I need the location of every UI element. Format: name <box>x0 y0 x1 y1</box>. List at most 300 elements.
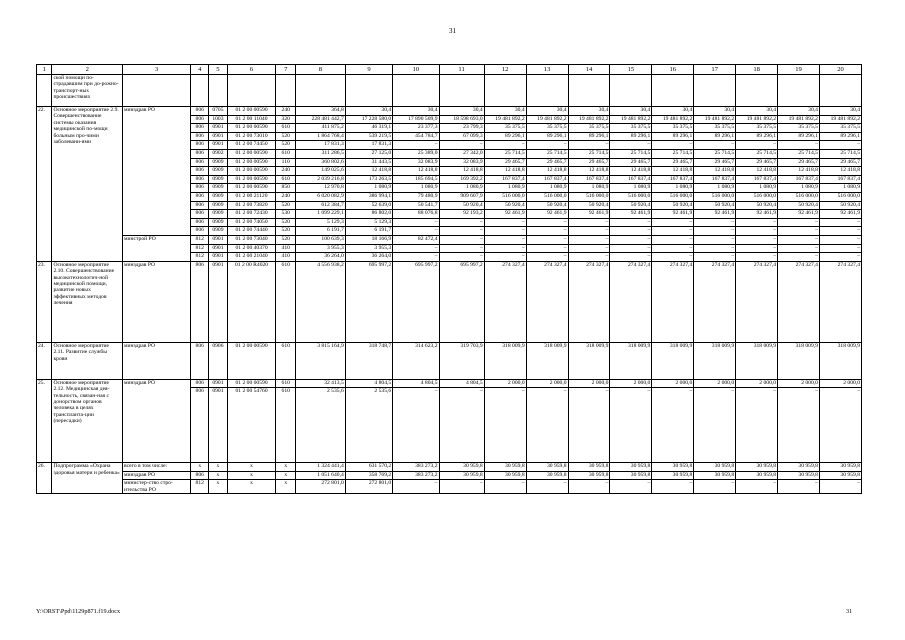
amount-cell: – <box>778 244 820 253</box>
empty-cell <box>209 75 228 107</box>
code-rzpr-cell: 0901 <box>209 253 228 262</box>
amount-cell: 30 959,8 <box>778 471 820 480</box>
amount-cell: 30 959,8 <box>736 463 778 472</box>
amount-cell: 17 831,3 <box>296 141 346 150</box>
col-header-18: 18 <box>736 65 778 75</box>
code-csr-cell: 01 2 00 00590 <box>227 107 276 116</box>
amount-cell: – <box>694 388 736 463</box>
amount-cell: – <box>484 235 526 244</box>
amount-cell: 50 920,4 <box>819 201 861 210</box>
amount-cell: 50 920,4 <box>652 201 694 210</box>
amount-cell: 31 443,5 <box>345 158 392 167</box>
amount-cell: 89 296,1 <box>778 132 820 141</box>
code-csr-cell: 01 2 00 74050 <box>227 218 276 227</box>
amount-cell: 167 837,4 <box>484 175 526 184</box>
amount-cell: 12 418,8 <box>652 167 694 176</box>
page-number-top: 31 <box>449 27 456 35</box>
table-header <box>37 65 862 75</box>
amount-cell: 29 465,7 <box>819 158 861 167</box>
amount-cell: 1 080,9 <box>439 184 484 193</box>
amount-cell: – <box>652 480 694 494</box>
col-header-12: 12 <box>484 65 526 75</box>
amount-cell: – <box>568 218 610 227</box>
amount-cell: 30,4 <box>694 107 736 116</box>
amount-cell: 50 541,7 <box>393 201 439 210</box>
amount-cell: 19 481 892,2 <box>819 115 861 124</box>
amount-cell: – <box>694 227 736 236</box>
amount-cell: 30 959,8 <box>526 463 568 472</box>
amount-cell: 30 959,8 <box>610 471 652 480</box>
amount-cell: – <box>819 235 861 244</box>
code-rzpr-cell: 0909 <box>209 201 228 210</box>
amount-cell: 12 970,8 <box>296 184 346 193</box>
amount-cell: – <box>610 244 652 253</box>
amount-cell: 19 481 892,2 <box>484 115 526 124</box>
amount-cell: 2 000,0 <box>526 379 568 388</box>
amount-cell: – <box>736 235 778 244</box>
amount-cell: 30 959,8 <box>652 463 694 472</box>
amount-cell: 2 000,0 <box>568 379 610 388</box>
program-name-cell: Основное мероприятие 2.10. Совершенствование высокотехнологич-ной медицинской помощи, развитие новых эффективных методов лечения <box>52 261 123 342</box>
code-rzpr-cell: 0909 <box>209 184 228 193</box>
amount-cell: 612 384,7 <box>296 201 346 210</box>
amount-cell: 4 804,5 <box>345 379 392 388</box>
code-grbs-cell: 812 <box>191 244 209 253</box>
amount-cell: – <box>736 480 778 494</box>
amount-cell: 12 418,8 <box>439 167 484 176</box>
code-grbs-cell: 806 <box>191 201 209 210</box>
amount-cell: 89 296,1 <box>568 132 610 141</box>
amount-cell: – <box>568 235 610 244</box>
code-csr-cell: x <box>227 471 276 480</box>
amount-cell: 30 959,8 <box>736 471 778 480</box>
amount-cell: 5 129,3 <box>345 218 392 227</box>
amount-cell: – <box>610 480 652 494</box>
code-csr-cell: 01 2 00 40370 <box>227 244 276 253</box>
amount-cell: 29 465,7 <box>484 158 526 167</box>
code-grbs-cell: 806 <box>191 218 209 227</box>
amount-cell: – <box>568 480 610 494</box>
amount-cell: 1 080,9 <box>694 184 736 193</box>
amount-cell: – <box>439 388 484 463</box>
code-csr-cell: 01 2 00 00590 <box>227 167 276 176</box>
amount-cell: – <box>736 244 778 253</box>
code-grbs-cell: 806 <box>191 141 209 150</box>
amount-cell: 50 920,4 <box>568 201 610 210</box>
code-grbs-cell: 806 <box>191 261 209 342</box>
amount-cell: – <box>526 235 568 244</box>
code-csr-cell: 01 2 00 72430 <box>227 210 276 219</box>
empty-cell <box>778 75 820 107</box>
executor-cell: минздрав РО <box>123 107 191 236</box>
amount-cell: 19 481 892,2 <box>652 115 694 124</box>
col-header-17: 17 <box>694 65 736 75</box>
amount-cell: – <box>393 253 439 262</box>
code-grbs-cell: 812 <box>191 480 209 494</box>
amount-cell: 18 166,9 <box>345 235 392 244</box>
amount-cell: 35 375,5 <box>819 124 861 133</box>
amount-cell: 167 837,4 <box>652 175 694 184</box>
amount-cell: 274 327,4 <box>694 261 736 342</box>
code-vr-cell: 240 <box>276 192 296 201</box>
amount-cell: 89 296,1 <box>694 132 736 141</box>
code-grbs-cell: 806 <box>191 210 209 219</box>
code-csr-cell: 01 2 00 54760 <box>227 388 276 463</box>
code-csr-cell: 01 2 00 73820 <box>227 201 276 210</box>
amount-cell: 30 959,8 <box>484 471 526 480</box>
amount-cell: 2 000,0 <box>736 379 778 388</box>
code-csr-cell: 01 2 00 R4020 <box>227 261 276 342</box>
amount-cell: – <box>568 388 610 463</box>
budget-table-wrapper <box>36 64 862 494</box>
amount-cell: 185 694,5 <box>393 175 439 184</box>
empty-cell <box>123 75 191 107</box>
amount-cell: 167 837,4 <box>526 175 568 184</box>
code-rzpr-cell: 0906 <box>209 342 228 379</box>
amount-cell: – <box>652 218 694 227</box>
amount-cell: – <box>819 480 861 494</box>
amount-cell: 35 375,5 <box>694 124 736 133</box>
code-rzpr-cell: 0909 <box>209 158 228 167</box>
amount-cell: 36 264,0 <box>296 253 346 262</box>
amount-cell: 50 920,4 <box>610 201 652 210</box>
amount-cell: 1 324 441,4 <box>296 463 346 472</box>
amount-cell: 383 273,2 <box>393 463 439 472</box>
col-header-13: 13 <box>526 65 568 75</box>
amount-cell: – <box>652 253 694 262</box>
amount-cell: 23 377,3 <box>393 124 439 133</box>
code-rzpr-cell: 0901 <box>209 261 228 342</box>
amount-cell: 274 327,4 <box>610 261 652 342</box>
col-header-3: 3 <box>123 65 191 75</box>
amount-cell: – <box>526 244 568 253</box>
amount-cell: 25 714,5 <box>819 149 861 158</box>
amount-cell: – <box>778 388 820 463</box>
amount-cell: 516 000,0 <box>568 192 610 201</box>
amount-cell: – <box>484 388 526 463</box>
code-rzpr-cell: 0909 <box>209 175 228 184</box>
amount-cell: 383 273,2 <box>393 471 439 480</box>
amount-cell: 1 080,9 <box>736 184 778 193</box>
code-rzpr-cell: x <box>209 480 228 494</box>
code-grbs-cell: 806 <box>191 107 209 116</box>
code-grbs-cell: 812 <box>191 253 209 262</box>
amount-cell: 274 327,4 <box>484 261 526 342</box>
amount-cell: – <box>393 141 439 150</box>
amount-cell: – <box>526 141 568 150</box>
amount-cell: 4 556 938,2 <box>296 261 346 342</box>
amount-cell: 30,4 <box>439 107 484 116</box>
program-name-cell: Подпрограмма «Охрана здоровья матери и ребенка» <box>52 463 123 494</box>
code-rzpr-cell: 0909 <box>209 227 228 236</box>
amount-cell: 6 191,7 <box>296 227 346 236</box>
amount-cell: 19 481 892,2 <box>778 115 820 124</box>
amount-cell: 30 959,8 <box>568 463 610 472</box>
col-header-14: 14 <box>568 65 610 75</box>
amount-cell: – <box>610 141 652 150</box>
amount-cell: 274 327,4 <box>568 261 610 342</box>
amount-cell: 50 920,4 <box>526 201 568 210</box>
code-rzpr-cell: 0705 <box>209 107 228 116</box>
executor-cell: минздрав РО <box>123 261 191 342</box>
amount-cell: – <box>778 227 820 236</box>
amount-cell: 516 000,0 <box>819 192 861 201</box>
amount-cell: 82 472,4 <box>393 235 439 244</box>
amount-cell: – <box>439 253 484 262</box>
code-vr-cell: 610 <box>276 388 296 463</box>
amount-cell: 35 375,5 <box>736 124 778 133</box>
code-vr-cell: 610 <box>276 379 296 388</box>
amount-cell: 2 000,0 <box>652 379 694 388</box>
amount-cell: – <box>484 253 526 262</box>
amount-cell: – <box>439 141 484 150</box>
amount-cell: 19 481 892,2 <box>694 115 736 124</box>
empty-cell <box>694 75 736 107</box>
code-csr-cell: 01 2 00 00590 <box>227 175 276 184</box>
amount-cell: 25 389,0 <box>393 149 439 158</box>
executor-cell: всего в том числе: <box>123 463 191 472</box>
amount-cell: 88 076,8 <box>393 210 439 219</box>
code-csr-cell: 01 2 00 73040 <box>227 235 276 244</box>
amount-cell: 27 342,0 <box>439 149 484 158</box>
executor-cell: минздрав РО <box>123 471 191 480</box>
amount-cell: 92 193,2 <box>439 210 484 219</box>
amount-cell: 92 461,9 <box>610 210 652 219</box>
amount-cell: – <box>736 218 778 227</box>
code-vr-cell: x <box>276 463 296 472</box>
amount-cell: 46 319,1 <box>345 124 392 133</box>
table-row <box>37 480 862 494</box>
amount-cell: 274 327,4 <box>778 261 820 342</box>
code-csr-cell: 01 2 00 74440 <box>227 227 276 236</box>
amount-cell: 50 920,4 <box>694 201 736 210</box>
amount-cell: – <box>526 218 568 227</box>
executor-cell: минстрой РО <box>123 235 191 261</box>
amount-cell: 2 000,0 <box>778 379 820 388</box>
amount-cell: 30,4 <box>736 107 778 116</box>
amount-cell: 228 481 442,7 <box>296 115 346 124</box>
amount-cell: – <box>526 480 568 494</box>
amount-cell: 19 481 892,2 <box>526 115 568 124</box>
code-csr-cell: 01 2 00 00590 <box>227 158 276 167</box>
amount-cell: 92 461,9 <box>526 210 568 219</box>
amount-cell: 167 837,4 <box>610 175 652 184</box>
table-row <box>37 379 862 388</box>
amount-cell: 30,4 <box>819 107 861 116</box>
col-header-4: 4 <box>191 65 209 75</box>
amount-cell: 318 009,9 <box>819 342 861 379</box>
amount-cell: 1 080,9 <box>819 184 861 193</box>
amount-cell: – <box>694 253 736 262</box>
amount-cell: 30,4 <box>778 107 820 116</box>
amount-cell: 516 000,0 <box>610 192 652 201</box>
amount-cell: 86 802,0 <box>345 210 392 219</box>
amount-cell: 50 920,4 <box>736 201 778 210</box>
amount-cell: 1 080,9 <box>484 184 526 193</box>
amount-cell: 50 920,4 <box>439 201 484 210</box>
amount-cell: – <box>439 218 484 227</box>
code-rzpr-cell: 1003 <box>209 115 228 124</box>
table-row <box>37 471 862 480</box>
amount-cell: – <box>652 235 694 244</box>
amount-cell: 1 080,9 <box>778 184 820 193</box>
amount-cell: 516 000,0 <box>694 192 736 201</box>
empty-cell <box>227 75 276 107</box>
code-csr-cell: 01 2 00 00590 <box>227 379 276 388</box>
code-vr-cell: 530 <box>276 210 296 219</box>
amount-cell: – <box>610 227 652 236</box>
amount-cell: 32 083,9 <box>393 158 439 167</box>
amount-cell: 318 748,7 <box>345 342 392 379</box>
amount-cell: 2 000,0 <box>819 379 861 388</box>
amount-cell: 30 959,8 <box>694 463 736 472</box>
amount-cell: 516 000,0 <box>652 192 694 201</box>
code-vr-cell: 240 <box>276 167 296 176</box>
col-header-5: 5 <box>209 65 228 75</box>
amount-cell: – <box>484 218 526 227</box>
amount-cell: 12 418,8 <box>778 167 820 176</box>
amount-cell: 169 392,2 <box>439 175 484 184</box>
empty-cell <box>276 75 296 107</box>
amount-cell: 30 959,8 <box>568 471 610 480</box>
amount-cell: 89 296,1 <box>484 132 526 141</box>
code-vr-cell: 520 <box>276 132 296 141</box>
code-vr-cell: 320 <box>276 115 296 124</box>
empty-cell <box>568 75 610 107</box>
row-number-cell <box>37 75 52 107</box>
amount-cell: – <box>484 141 526 150</box>
amount-cell: 30 959,8 <box>819 463 861 472</box>
amount-cell: 25 714,5 <box>652 149 694 158</box>
amount-cell: – <box>778 141 820 150</box>
amount-cell: – <box>484 480 526 494</box>
amount-cell: 17 831,3 <box>345 141 392 150</box>
code-grbs-cell: 806 <box>191 342 209 379</box>
amount-cell: 19 481 892,2 <box>568 115 610 124</box>
col-header-16: 16 <box>652 65 694 75</box>
code-csr-cell: x <box>227 463 276 472</box>
table-row <box>37 107 862 116</box>
code-rzpr-cell: 0902 <box>209 149 228 158</box>
amount-cell: 89 296,1 <box>610 132 652 141</box>
code-vr-cell: 520 <box>276 227 296 236</box>
code-grbs-cell: 806 <box>191 115 209 124</box>
row-number-cell: 26. <box>37 463 52 494</box>
amount-cell: – <box>568 141 610 150</box>
amount-cell: 30 959,8 <box>484 463 526 472</box>
amount-cell: 25 714,5 <box>568 149 610 158</box>
amount-cell: 358 769,2 <box>345 471 392 480</box>
col-header-2: 2 <box>52 65 123 75</box>
code-vr-cell: x <box>276 480 296 494</box>
amount-cell: – <box>819 218 861 227</box>
amount-cell: – <box>484 244 526 253</box>
code-rzpr-cell: 0901 <box>209 244 228 253</box>
col-header-1: 1 <box>37 65 52 75</box>
amount-cell: – <box>736 253 778 262</box>
code-grbs-cell: 806 <box>191 149 209 158</box>
row-number-cell: 22. <box>37 107 52 262</box>
amount-cell: 1 080,9 <box>568 184 610 193</box>
amount-cell: 30 959,8 <box>778 463 820 472</box>
row-number-cell: 23. <box>37 261 52 342</box>
amount-cell: 6 020 082,9 <box>296 192 346 201</box>
amount-cell: – <box>439 227 484 236</box>
amount-cell: 12 418,8 <box>345 167 392 176</box>
amount-cell: 92 461,9 <box>484 210 526 219</box>
amount-cell: 12 418,8 <box>568 167 610 176</box>
amount-cell: 167 837,4 <box>736 175 778 184</box>
amount-cell: 311 286,5 <box>296 149 346 158</box>
code-grbs-cell: 806 <box>191 124 209 133</box>
amount-cell: 2 000,0 <box>610 379 652 388</box>
code-rzpr-cell: 0901 <box>209 132 228 141</box>
amount-cell: 29 465,7 <box>526 158 568 167</box>
amount-cell: 319 703,9 <box>439 342 484 379</box>
code-vr-cell: 520 <box>276 201 296 210</box>
amount-cell: – <box>526 253 568 262</box>
amount-cell: – <box>439 235 484 244</box>
amount-cell: – <box>393 218 439 227</box>
amount-cell: – <box>819 244 861 253</box>
amount-cell: 4 804,5 <box>439 379 484 388</box>
amount-cell: 516 000,0 <box>526 192 568 201</box>
amount-cell: 1 864 768,4 <box>296 132 346 141</box>
col-header-10: 10 <box>393 65 439 75</box>
amount-cell: 17 228 580,0 <box>345 115 392 124</box>
code-rzpr-cell: x <box>209 471 228 480</box>
amount-cell: 35 375,5 <box>484 124 526 133</box>
amount-cell: 30,4 <box>526 107 568 116</box>
amount-cell: 12 418,8 <box>694 167 736 176</box>
amount-cell: – <box>819 253 861 262</box>
code-csr-cell: 01 2 00 00590 <box>227 342 276 379</box>
amount-cell: – <box>652 244 694 253</box>
amount-cell: – <box>694 244 736 253</box>
amount-cell: 274 327,4 <box>652 261 694 342</box>
col-header-9: 9 <box>345 65 392 75</box>
amount-cell: – <box>526 227 568 236</box>
col-header-20: 20 <box>819 65 861 75</box>
code-grbs-cell: 806 <box>191 167 209 176</box>
code-vr-cell: 610 <box>276 124 296 133</box>
amount-cell: 318 009,9 <box>736 342 778 379</box>
code-vr-cell: 410 <box>276 244 296 253</box>
amount-cell: 360 802,6 <box>296 158 346 167</box>
code-vr-cell: 520 <box>276 218 296 227</box>
amount-cell: 318 009,9 <box>778 342 820 379</box>
amount-cell: 318 009,9 <box>568 342 610 379</box>
amount-cell: 50 920,4 <box>484 201 526 210</box>
table-row <box>37 235 862 244</box>
code-vr-cell: 520 <box>276 235 296 244</box>
code-csr-cell: 01 2 00 73010 <box>227 132 276 141</box>
amount-cell: – <box>819 227 861 236</box>
code-csr-cell: 01 2 00 74450 <box>227 141 276 150</box>
amount-cell: 35 375,5 <box>778 124 820 133</box>
amount-cell: 6 191,7 <box>345 227 392 236</box>
executor-cell: минздрав РО <box>123 379 191 463</box>
amount-cell: 454 784,7 <box>393 132 439 141</box>
code-grbs-cell: 806 <box>191 175 209 184</box>
amount-cell: 318 009,9 <box>652 342 694 379</box>
code-grbs-cell: 806 <box>191 158 209 167</box>
amount-cell: 92 461,9 <box>694 210 736 219</box>
amount-cell: 92 461,9 <box>652 210 694 219</box>
empty-cell <box>736 75 778 107</box>
amount-cell: 30,4 <box>393 107 439 116</box>
amount-cell: 32 083,9 <box>439 158 484 167</box>
